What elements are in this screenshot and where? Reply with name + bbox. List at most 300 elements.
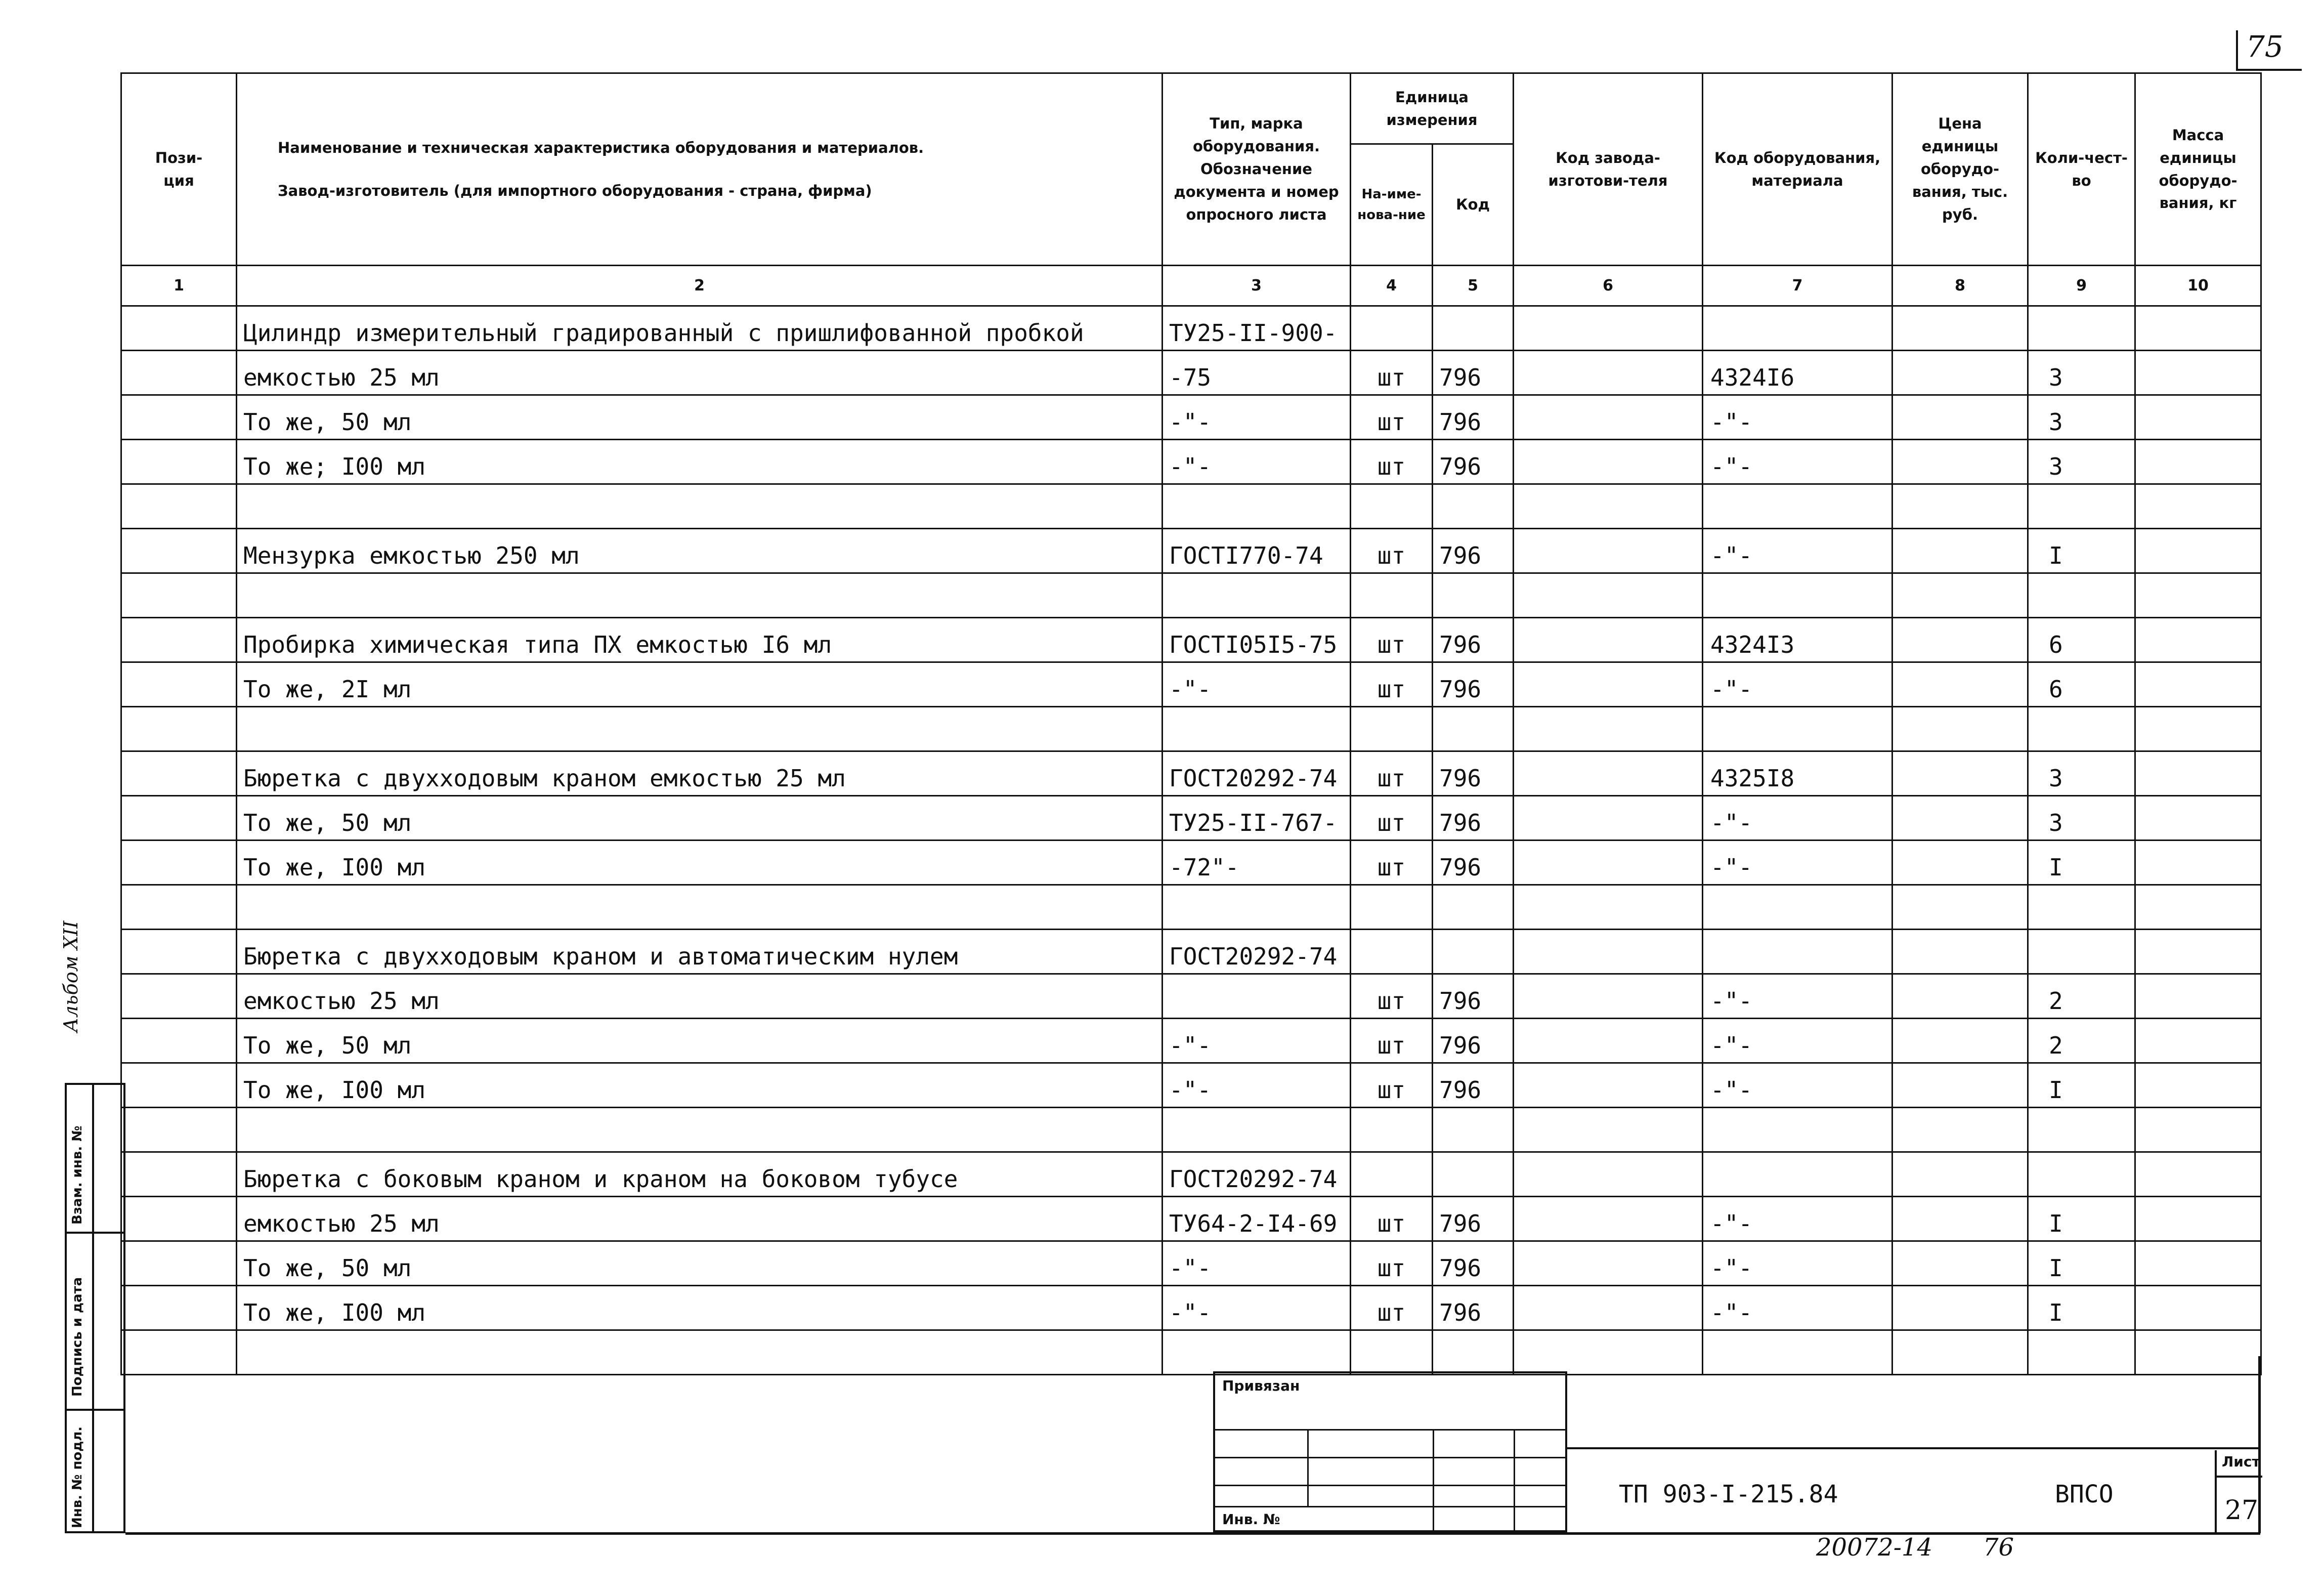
qty-cell	[2028, 930, 2135, 974]
price-cell	[1892, 1152, 2028, 1197]
table-row-empty	[121, 573, 2261, 618]
unit-code-cell: 796	[1433, 1197, 1514, 1241]
column-number: 9	[2028, 266, 2135, 306]
unit-code-cell: 796	[1433, 395, 1514, 440]
column-number: 2	[237, 266, 1163, 306]
unit-code-cell: 796	[1433, 796, 1514, 841]
unit-code-cell	[1433, 930, 1514, 974]
doc-cell	[1163, 484, 1351, 529]
unit-code-cell	[1433, 306, 1514, 351]
qty-cell	[2028, 885, 2135, 930]
price-cell	[1892, 662, 2028, 707]
stamp-rule	[1215, 1457, 1565, 1458]
mass-cell	[2135, 351, 2261, 395]
item-name-cell: Цилиндр измерительный градированный с пришлифованной пробкой	[237, 306, 1163, 351]
mass-cell	[2135, 1330, 2261, 1375]
position-cell	[121, 1241, 237, 1286]
mass-cell	[2135, 751, 2261, 796]
item-code-cell	[1703, 885, 1892, 930]
unit-code-cell	[1433, 1152, 1514, 1197]
unit-name-cell: шт	[1351, 662, 1433, 707]
item-code-cell: -"-	[1703, 841, 1892, 885]
item-code-cell	[1703, 1330, 1892, 1375]
table-row	[121, 1197, 2261, 1241]
qty-cell: 3	[2028, 796, 2135, 841]
stamp-inventory-label: Инв. №	[1222, 1511, 1280, 1528]
maker-code-cell	[1514, 573, 1703, 618]
document-code: ТП 903-I-215.84	[1619, 1480, 1838, 1508]
column-number: 4	[1351, 266, 1433, 306]
stamp-rule-vertical	[1307, 1429, 1309, 1506]
table-row	[121, 306, 2261, 351]
price-cell	[1892, 484, 2028, 529]
price-cell	[1892, 751, 2028, 796]
stamp-rule	[1215, 1506, 1565, 1507]
item-name-cell: Бюретка с двухходовым краном и автоматическим нулем	[237, 930, 1163, 974]
unit-code-cell: 796	[1433, 351, 1514, 395]
unit-name-cell	[1351, 484, 1433, 529]
item-name-cell: То же, 50 мл	[237, 1241, 1163, 1286]
table-row-empty	[121, 1330, 2261, 1375]
column-number: 5	[1433, 266, 1514, 306]
doc-cell: ГОСТ20292-74	[1163, 751, 1351, 796]
item-code-cell: -"-	[1703, 662, 1892, 707]
mass-cell	[2135, 930, 2261, 974]
doc-cell	[1163, 974, 1351, 1019]
maker-code-cell	[1514, 529, 1703, 573]
table-row	[121, 618, 2261, 662]
position-cell	[121, 841, 237, 885]
price-cell	[1892, 885, 2028, 930]
price-cell	[1892, 1019, 2028, 1063]
qty-cell: I	[2028, 1286, 2135, 1330]
col-name-header-line2: Завод-изготовитель (для импортного оборудования - страна, фирма)	[278, 182, 872, 199]
item-code-cell: -"-	[1703, 1063, 1892, 1108]
col-position-header: Пози- ция	[121, 73, 237, 266]
item-name-cell: емкостью 25 мл	[237, 351, 1163, 395]
doc-cell: ГОСТI770-74	[1163, 529, 1351, 573]
column-number: 8	[1892, 266, 2028, 306]
maker-code-cell	[1514, 796, 1703, 841]
price-cell	[1892, 306, 2028, 351]
unit-name-cell: шт	[1351, 974, 1433, 1019]
mass-cell	[2135, 796, 2261, 841]
price-cell	[1892, 395, 2028, 440]
item-code-cell: -"-	[1703, 796, 1892, 841]
margin-label-signature: Подпись и дата	[70, 1277, 85, 1397]
maker-code-cell	[1514, 1330, 1703, 1375]
doc-cell: ГОСТ20292-74	[1163, 1152, 1351, 1197]
doc-cell: -"-	[1163, 1019, 1351, 1063]
item-name-cell: Бюретка с боковым краном и краном на боковом тубусе	[237, 1152, 1163, 1197]
position-cell	[121, 885, 237, 930]
col-unit-name-header: На-име-нова-ние	[1351, 144, 1433, 266]
column-number: 7	[1703, 266, 1892, 306]
doc-cell: ГОСТ20292-74	[1163, 930, 1351, 974]
unit-code-cell	[1433, 484, 1514, 529]
item-code-cell: 4324I3	[1703, 618, 1892, 662]
footer-page-number: 76	[1983, 1533, 2014, 1562]
maker-code-cell	[1514, 440, 1703, 484]
item-name-cell: То же, I00 мл	[237, 1286, 1163, 1330]
qty-cell	[2028, 707, 2135, 751]
sheet-number: 27	[2225, 1495, 2259, 1526]
item-code-cell: -"-	[1703, 1197, 1892, 1241]
unit-code-cell: 796	[1433, 618, 1514, 662]
price-cell	[1892, 930, 2028, 974]
mass-cell	[2135, 529, 2261, 573]
table-row	[121, 930, 2261, 974]
unit-code-cell	[1433, 707, 1514, 751]
maker-code-cell	[1514, 1241, 1703, 1286]
unit-name-cell: шт	[1351, 1019, 1433, 1063]
item-name-cell	[237, 484, 1163, 529]
maker-code-cell	[1514, 885, 1703, 930]
bottom-frame-line	[125, 1532, 2260, 1535]
mass-cell	[2135, 306, 2261, 351]
unit-name-cell	[1351, 1108, 1433, 1152]
doc-cell	[1163, 885, 1351, 930]
item-name-cell: То же, I00 мл	[237, 841, 1163, 885]
table-row	[121, 1241, 2261, 1286]
position-cell	[121, 707, 237, 751]
sheet-box-rule	[2217, 1476, 2262, 1478]
position-cell	[121, 1152, 237, 1197]
position-cell	[121, 930, 237, 974]
unit-code-cell	[1433, 885, 1514, 930]
item-code-cell: -"-	[1703, 440, 1892, 484]
item-name-cell	[237, 707, 1163, 751]
table-row-empty	[121, 484, 2261, 529]
unit-code-cell: 796	[1433, 751, 1514, 796]
mass-cell	[2135, 1197, 2261, 1241]
qty-cell: 3	[2028, 440, 2135, 484]
maker-code-cell	[1514, 841, 1703, 885]
price-cell	[1892, 1108, 2028, 1152]
item-name-cell: То же, 50 мл	[237, 1019, 1163, 1063]
col-name-header	[237, 73, 1163, 266]
maker-code-cell	[1514, 395, 1703, 440]
qty-cell: 3	[2028, 395, 2135, 440]
price-cell	[1892, 529, 2028, 573]
item-code-cell	[1703, 484, 1892, 529]
mass-cell	[2135, 1152, 2261, 1197]
maker-code-cell	[1514, 306, 1703, 351]
price-cell	[1892, 351, 2028, 395]
price-cell	[1892, 440, 2028, 484]
qty-cell	[2028, 573, 2135, 618]
position-cell	[121, 974, 237, 1019]
maker-code-cell	[1514, 930, 1703, 974]
item-code-cell: 4324I6	[1703, 351, 1892, 395]
item-name-cell: То же, I00 мл	[237, 1063, 1163, 1108]
column-number-row	[121, 266, 2261, 306]
maker-code-cell	[1514, 662, 1703, 707]
binding-stamp-block	[1213, 1371, 1567, 1532]
col-qty-header: Коли-чест-во	[2028, 73, 2135, 266]
position-cell	[121, 1197, 237, 1241]
position-cell	[121, 1286, 237, 1330]
unit-name-cell: шт	[1351, 440, 1433, 484]
maker-code-cell	[1514, 618, 1703, 662]
maker-code-cell	[1514, 1019, 1703, 1063]
item-code-cell	[1703, 306, 1892, 351]
item-name-cell	[237, 573, 1163, 618]
qty-cell	[2028, 306, 2135, 351]
unit-name-cell	[1351, 1152, 1433, 1197]
margin-label-inventory: Инв. № подл.	[70, 1426, 85, 1528]
col-unit-group-header: Единица измерения	[1351, 73, 1514, 144]
unit-code-cell: 796	[1433, 974, 1514, 1019]
section-code: ВПСО	[2055, 1480, 2114, 1508]
col-name-header-line1: Наименование и техническая характеристика оборудования и материалов.	[278, 139, 924, 156]
maker-code-cell	[1514, 1152, 1703, 1197]
mass-cell	[2135, 974, 2261, 1019]
unit-code-cell: 796	[1433, 440, 1514, 484]
doc-cell: -"-	[1163, 1241, 1351, 1286]
unit-code-cell	[1433, 1108, 1514, 1152]
corner-mark-line	[2236, 30, 2238, 71]
item-code-cell: -"-	[1703, 974, 1892, 1019]
position-cell	[121, 1108, 237, 1152]
unit-name-cell: шт	[1351, 841, 1433, 885]
qty-cell: I	[2028, 1197, 2135, 1241]
price-cell	[1892, 1197, 2028, 1241]
item-code-cell: -"-	[1703, 529, 1892, 573]
stamp-rule-vertical	[1433, 1429, 1434, 1530]
position-cell	[121, 796, 237, 841]
mass-cell	[2135, 1241, 2261, 1286]
item-name-cell: Мензурка емкостью 250 мл	[237, 529, 1163, 573]
price-cell	[1892, 1286, 2028, 1330]
price-cell	[1892, 1241, 2028, 1286]
item-name-cell: То же, 2I мл	[237, 662, 1163, 707]
stamp-rule	[1215, 1485, 1565, 1486]
doc-cell: -"-	[1163, 440, 1351, 484]
mass-cell	[2135, 573, 2261, 618]
doc-cell: -75	[1163, 351, 1351, 395]
doc-cell	[1163, 1108, 1351, 1152]
corner-sheet-number: 75	[2246, 29, 2284, 64]
position-cell	[121, 618, 237, 662]
maker-code-cell	[1514, 1197, 1703, 1241]
mass-cell	[2135, 662, 2261, 707]
specification-table	[120, 72, 2262, 1375]
sheet-label: Лист	[2222, 1453, 2260, 1470]
qty-cell: I	[2028, 1063, 2135, 1108]
table-row	[121, 974, 2261, 1019]
unit-name-cell: шт	[1351, 529, 1433, 573]
unit-name-cell: шт	[1351, 618, 1433, 662]
qty-cell: I	[2028, 529, 2135, 573]
position-cell	[121, 529, 237, 573]
price-cell	[1892, 573, 2028, 618]
item-code-cell	[1703, 1108, 1892, 1152]
qty-cell: 2	[2028, 1019, 2135, 1063]
margin-split-line	[92, 1085, 94, 1531]
item-code-cell: -"-	[1703, 1241, 1892, 1286]
item-name-cell: То же; I00 мл	[237, 440, 1163, 484]
table-row	[121, 662, 2261, 707]
unit-name-cell: шт	[1351, 796, 1433, 841]
item-code-cell	[1703, 1152, 1892, 1197]
table-row	[121, 1152, 2261, 1197]
unit-code-cell: 796	[1433, 662, 1514, 707]
mass-cell	[2135, 484, 2261, 529]
col-item-code-header: Код оборудования, материала	[1703, 73, 1892, 266]
margin-album-note: Альбом XII	[60, 920, 82, 1032]
position-cell	[121, 1330, 237, 1375]
item-code-cell	[1703, 573, 1892, 618]
mass-cell	[2135, 1286, 2261, 1330]
column-number: 1	[121, 266, 237, 306]
column-number: 3	[1163, 266, 1351, 306]
doc-cell	[1163, 1330, 1351, 1375]
unit-code-cell	[1433, 1330, 1514, 1375]
column-number: 10	[2135, 266, 2261, 306]
table-row	[121, 1286, 2261, 1330]
doc-cell: -72"-	[1163, 841, 1351, 885]
item-name-cell: То же, 50 мл	[237, 395, 1163, 440]
mass-cell	[2135, 885, 2261, 930]
doc-cell: ТУ25-II-900-	[1163, 306, 1351, 351]
column-number: 6	[1514, 266, 1703, 306]
item-code-cell: 4325I8	[1703, 751, 1892, 796]
table-row	[121, 529, 2261, 573]
unit-name-cell: шт	[1351, 1063, 1433, 1108]
unit-name-cell	[1351, 1330, 1433, 1375]
unit-code-cell: 796	[1433, 1019, 1514, 1063]
position-cell	[121, 573, 237, 618]
qty-cell: I	[2028, 1241, 2135, 1286]
position-cell	[121, 1063, 237, 1108]
price-cell	[1892, 841, 2028, 885]
margin-divider	[67, 1409, 123, 1411]
mass-cell	[2135, 395, 2261, 440]
position-cell	[121, 484, 237, 529]
unit-code-cell: 796	[1433, 841, 1514, 885]
stamp-rule-vertical	[1514, 1429, 1515, 1530]
maker-code-cell	[1514, 1108, 1703, 1152]
position-cell	[121, 751, 237, 796]
price-cell	[1892, 1063, 2028, 1108]
table-row	[121, 395, 2261, 440]
table-row	[121, 440, 2261, 484]
item-name-cell: Пробирка химическая типа ПХ емкостью I6 мл	[237, 618, 1163, 662]
item-name-cell	[237, 1108, 1163, 1152]
item-code-cell	[1703, 707, 1892, 751]
item-name-cell: емкостью 25 мл	[237, 974, 1163, 1019]
item-code-cell: -"-	[1703, 1019, 1892, 1063]
doc-cell	[1163, 707, 1351, 751]
qty-cell	[2028, 1108, 2135, 1152]
stamp-binding-label: Привязан	[1222, 1377, 1300, 1394]
table-row	[121, 796, 2261, 841]
table-row	[121, 1063, 2261, 1108]
archive-number: 20072-14	[1816, 1533, 1932, 1562]
mass-cell	[2135, 618, 2261, 662]
mass-cell	[2135, 1063, 2261, 1108]
table-row-empty	[121, 707, 2261, 751]
position-cell	[121, 306, 237, 351]
price-cell	[1892, 707, 2028, 751]
position-cell	[121, 1019, 237, 1063]
maker-code-cell	[1514, 751, 1703, 796]
qty-cell: 3	[2028, 351, 2135, 395]
unit-code-cell: 796	[1433, 1241, 1514, 1286]
table-row	[121, 351, 2261, 395]
unit-name-cell	[1351, 707, 1433, 751]
position-cell	[121, 440, 237, 484]
table-row	[121, 751, 2261, 796]
qty-cell: 2	[2028, 974, 2135, 1019]
table-row-empty	[121, 1108, 2261, 1152]
maker-code-cell	[1514, 1286, 1703, 1330]
table-row	[121, 1019, 2261, 1063]
price-cell	[1892, 618, 2028, 662]
position-cell	[121, 351, 237, 395]
maker-code-cell	[1514, 351, 1703, 395]
qty-cell: 3	[2028, 751, 2135, 796]
unit-name-cell: шт	[1351, 1241, 1433, 1286]
unit-name-cell	[1351, 573, 1433, 618]
doc-cell: -"-	[1163, 1063, 1351, 1108]
unit-name-cell: шт	[1351, 1197, 1433, 1241]
mass-cell	[2135, 841, 2261, 885]
unit-code-cell: 796	[1433, 1286, 1514, 1330]
qty-cell: I	[2028, 841, 2135, 885]
table-row-empty	[121, 885, 2261, 930]
price-cell	[1892, 974, 2028, 1019]
unit-code-cell	[1433, 573, 1514, 618]
unit-name-cell: шт	[1351, 751, 1433, 796]
unit-code-cell: 796	[1433, 1063, 1514, 1108]
stamp-rule	[1215, 1429, 1565, 1431]
qty-cell	[2028, 1152, 2135, 1197]
doc-cell	[1163, 573, 1351, 618]
unit-name-cell: шт	[1351, 1286, 1433, 1330]
col-unit-code-header: Код	[1433, 144, 1514, 266]
item-name-cell	[237, 1330, 1163, 1375]
unit-name-cell: шт	[1351, 395, 1433, 440]
maker-code-cell	[1514, 974, 1703, 1019]
maker-code-cell	[1514, 1063, 1703, 1108]
corner-mark-underline	[2236, 69, 2302, 71]
price-cell	[1892, 1330, 2028, 1375]
doc-cell: ТУ64-2-I4-69	[1163, 1197, 1351, 1241]
maker-code-cell	[1514, 484, 1703, 529]
unit-code-cell: 796	[1433, 529, 1514, 573]
item-code-cell: -"-	[1703, 1286, 1892, 1330]
item-code-cell: -"-	[1703, 395, 1892, 440]
item-name-cell: То же, 50 мл	[237, 796, 1163, 841]
mass-cell	[2135, 1019, 2261, 1063]
unit-name-cell: шт	[1351, 351, 1433, 395]
position-cell	[121, 662, 237, 707]
item-code-cell	[1703, 930, 1892, 974]
doc-cell: ТУ25-II-767-	[1163, 796, 1351, 841]
qty-cell: 6	[2028, 662, 2135, 707]
mass-cell	[2135, 440, 2261, 484]
qty-cell	[2028, 484, 2135, 529]
col-price-header: Цена единицы оборудо-вания, тыс. руб.	[1892, 73, 2028, 266]
margin-divider	[67, 1232, 123, 1234]
header-row-top	[121, 73, 2261, 144]
mass-cell	[2135, 707, 2261, 751]
col-maker-code-header: Код завода-изготови-теля	[1514, 73, 1703, 266]
col-doc-header: Тип, марка оборудования. Обозначение документа и номер опросного листа	[1163, 73, 1351, 266]
doc-cell: -"-	[1163, 662, 1351, 707]
